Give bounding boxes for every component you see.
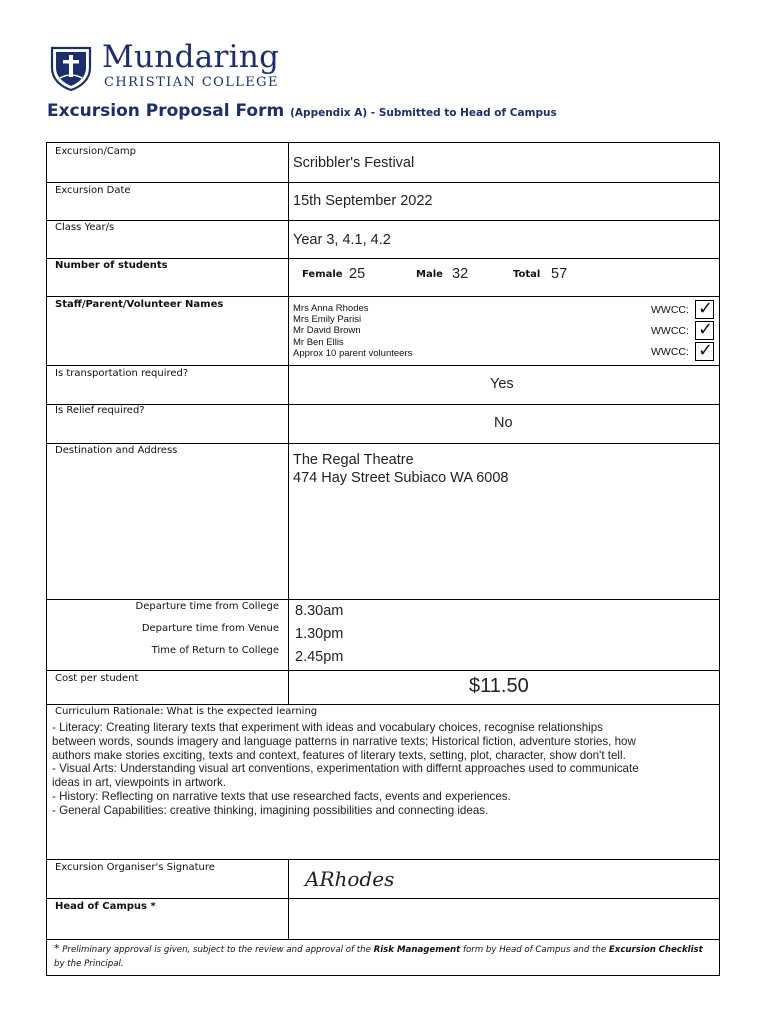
footer-text-3: by the Principal.	[54, 959, 124, 969]
transport-value[interactable]: Yes	[490, 376, 514, 392]
row-divider	[47, 258, 719, 259]
relief-value[interactable]: No	[494, 415, 513, 431]
check-icon: ✓	[698, 298, 714, 319]
wwcc-checkbox[interactable]	[695, 342, 714, 361]
class-label: Class Year/s	[55, 222, 115, 233]
excursion-label: Excursion/Camp	[55, 146, 137, 157]
rationale-label: Curriculum Rationale: What is the expected learning	[55, 706, 318, 717]
male-label: Male	[416, 269, 443, 280]
destination-line2[interactable]: 474 Hay Street Subiaco WA 6008	[293, 470, 509, 486]
wwcc-checkbox[interactable]	[695, 321, 714, 340]
destination-label: Destination and Address	[55, 445, 178, 456]
form-title	[47, 101, 557, 121]
college-name: Mundaring	[102, 39, 280, 75]
date-label: Excursion Date	[55, 185, 131, 196]
rationale-line: - Visual Arts: Understanding visual art conventions, experimentation with differnt approaches used to communicate	[52, 762, 639, 776]
head-of-campus-field[interactable]	[289, 899, 719, 938]
row-divider	[47, 365, 719, 366]
departure-venue-value[interactable]: 1.30pm	[295, 626, 344, 642]
female-label: Female	[302, 269, 343, 280]
footer-bold-1: Risk Management	[373, 945, 461, 955]
college-subtitle: CHRISTIAN COLLEGE	[104, 75, 279, 90]
wwcc-label: WWCC:	[651, 304, 689, 316]
staff-label: Staff/Parent/Volunteer Names	[55, 299, 224, 310]
excursion-value[interactable]: Scribbler's Festival	[293, 155, 415, 171]
transport-label: Is transportation required?	[55, 368, 189, 379]
staff-name: Mrs Emily Parisi	[293, 314, 362, 326]
cost-label: Cost per student	[55, 673, 139, 684]
footer-text-1: Preliminary approval is given, subject to the review and approval of the	[62, 945, 371, 955]
female-value[interactable]: 25	[349, 266, 366, 282]
rationale-line: - General Capabilities: creative thinking, imagining possibilities and connecting ideas.	[52, 803, 489, 817]
staff-name: Mr Ben Ellis	[293, 336, 344, 348]
row-divider	[47, 182, 719, 183]
check-icon: ✓	[698, 340, 714, 361]
form-title-main: Excursion Proposal Form	[47, 101, 285, 121]
return-label: Time of Return to College	[151, 645, 279, 656]
row-divider	[47, 670, 719, 671]
male-value[interactable]: 32	[452, 266, 469, 282]
staff-name: Approx 10 parent volunteers	[293, 347, 413, 359]
head-of-campus-label: Head of Campus *	[55, 901, 156, 912]
wwcc-label: WWCC:	[651, 346, 689, 358]
departure-college-label: Departure time from College	[135, 601, 279, 612]
column-divider	[288, 143, 289, 704]
row-divider	[47, 220, 719, 221]
row-divider	[47, 939, 719, 940]
footer-note	[54, 942, 709, 971]
college-crest-icon	[46, 42, 96, 92]
row-divider	[47, 404, 719, 405]
rationale-line: - Literacy: Creating literary texts that experiment with ideas and vocabulary choices, recognise relationships	[52, 721, 603, 734]
date-value[interactable]: 15th September 2022	[293, 193, 433, 209]
departure-venue-label: Departure time from Venue	[141, 623, 279, 634]
footer-bold-3: Checklist	[658, 945, 703, 955]
row-divider	[47, 599, 719, 600]
staff-name: Mrs Anna Rhodes	[293, 303, 369, 314]
staff-name: Mr David Brown	[293, 325, 361, 337]
signature-value[interactable]: ARhodes	[305, 867, 395, 891]
total-value[interactable]: 57	[551, 266, 568, 282]
students-label: Number of students	[55, 260, 168, 271]
check-icon: ✓	[698, 319, 714, 340]
rationale-text[interactable]	[52, 721, 639, 818]
rationale-line: between words, sounds imagery and language patterns in narrative texts; Historical fiction, adventure stories, how	[52, 734, 636, 748]
wwcc-label: WWCC:	[651, 325, 689, 337]
row-divider	[47, 704, 719, 705]
proposal-table	[46, 142, 720, 976]
row-divider	[47, 443, 719, 444]
total-label: Total	[513, 269, 541, 280]
return-value[interactable]: 2.45pm	[295, 649, 344, 665]
footer-bold-2: Excursion	[608, 945, 656, 955]
signature-label: Excursion Organiser's Signature	[55, 862, 215, 873]
class-value[interactable]: Year 3, 4.1, 4.2	[293, 232, 391, 248]
row-divider	[47, 296, 719, 297]
cost-value[interactable]: $11.50	[469, 675, 529, 697]
rationale-line: authors make stories exciting, texts and context, features of literary texts, setting, plot, character, show don't tell.	[52, 748, 626, 762]
wwcc-checkbox[interactable]	[695, 300, 714, 319]
footer-star: *	[54, 942, 60, 955]
destination-line1[interactable]: The Regal Theatre	[293, 452, 414, 468]
footer-text-2: form by Head of Campus and the	[463, 945, 607, 955]
departure-college-value[interactable]: 8.30am	[295, 603, 344, 619]
form-title-suffix: (Appendix A) - Submitted to Head of Campus	[290, 107, 557, 119]
staff-list	[293, 303, 412, 359]
rationale-line: - History: Reflecting on narrative texts that use researched facts, events and experiences.	[52, 789, 511, 803]
relief-label: Is Relief required?	[55, 405, 145, 416]
signature-line	[305, 859, 390, 860]
rationale-line: ideas in art, viewpoints in artwork.	[52, 776, 226, 790]
